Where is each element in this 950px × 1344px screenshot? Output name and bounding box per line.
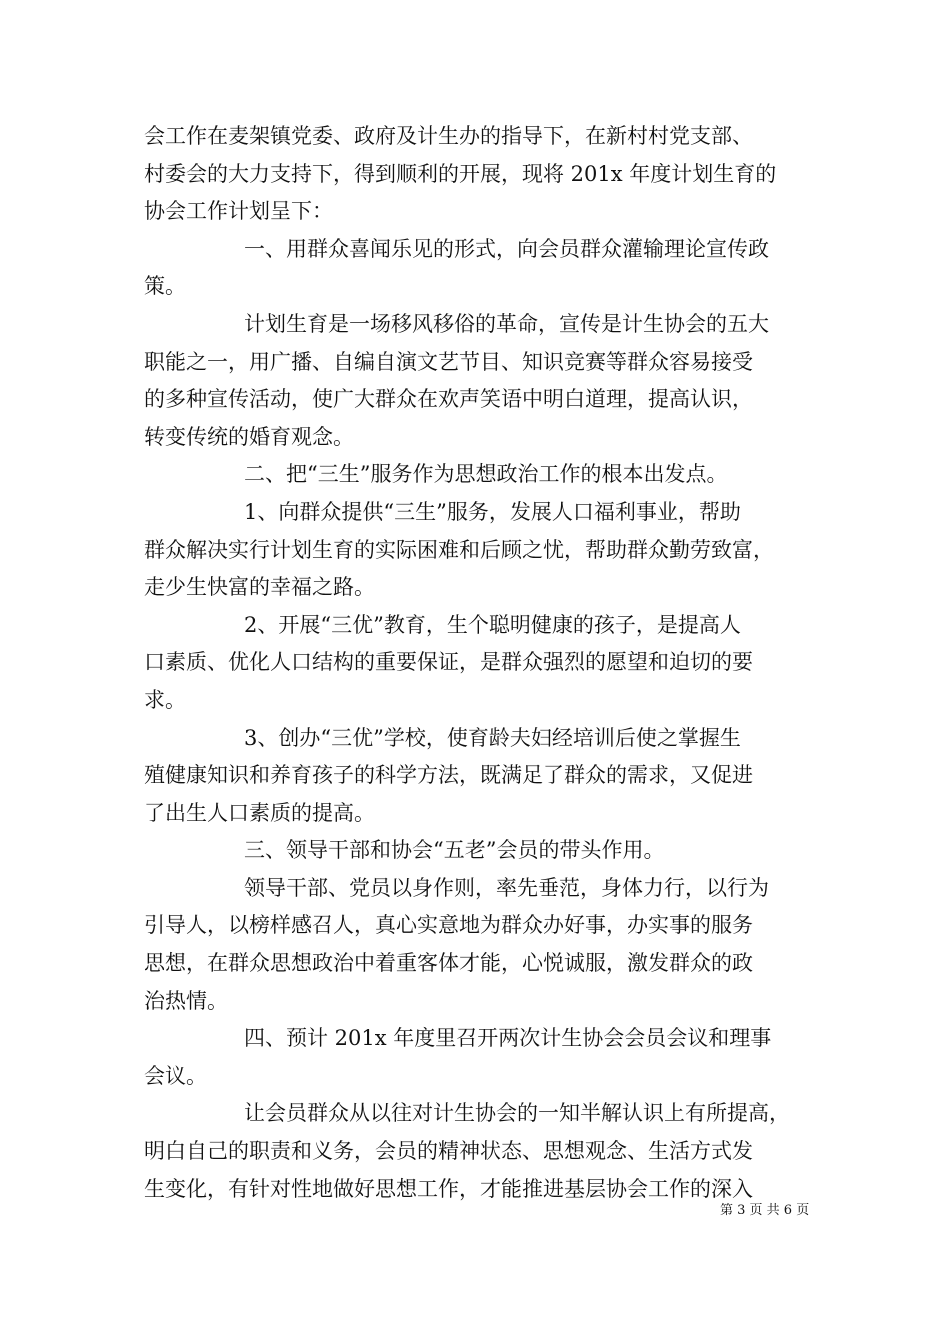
text-line: 四、预计 201x 年度里召开两次计生协会会员会议和理事 [244, 1026, 772, 1051]
text-line: 会工作在麦架镇党委、政府及计生办的指导下，在新村村党支部、 [144, 124, 753, 148]
text-line: 的多种宣传活动，使广大群众在欢声笑语中明白道理，提高认识， [144, 387, 753, 412]
text-line: 治热情。 [144, 988, 228, 1013]
text-line: 协会工作计划呈下： [144, 199, 333, 224]
text-line: 生变化，有针对性地做好思想工作，才能推进基层协会工作的深入 [144, 1176, 753, 1201]
text-line: 2、开展“三优”教育，生个聪明健康的孩子，是提高人 [244, 612, 741, 637]
text-line: 引导人，以榜样感召人，真心实意地为群众办好事，办实事的服务 [144, 913, 753, 938]
text-line: 领导干部、党员以身作则，率先垂范，身体力行，以行为 [244, 875, 769, 900]
text-line: 求。 [144, 687, 186, 712]
text-line: 明白自己的职责和义务，会员的精神状态、思想观念、生活方式发 [144, 1139, 753, 1164]
text-line: 职能之一，用广播、自编自演文艺节目、知识竞赛等群众容易接受 [144, 349, 753, 374]
text-line: 殖健康知识和养育孩子的科学方法，既满足了群众的需求，又促进 [144, 763, 753, 788]
text-line: 口素质、优化人口结构的重要保证，是群众强烈的愿望和迫切的要 [144, 650, 753, 675]
text-line: 会议。 [144, 1063, 207, 1088]
text-line: 思想，在群众思想政治中着重客体才能，心悦诚服，激发群众的政 [144, 951, 753, 976]
text-line: 1、向群众提供“三生”服务，发展人口福利事业，帮助 [244, 499, 741, 524]
text-line: 一、用群众喜闻乐见的形式，向会员群众灌输理论宣传政 [244, 236, 769, 261]
text-line: 村委会的大力支持下，得到顺利的开展，现将 201x 年度计划生育的 [144, 161, 777, 186]
text-line: 走少生快富的幸福之路。 [144, 575, 375, 600]
text-line: 三、领导干部和协会“五老”会员的带头作用。 [244, 838, 665, 863]
text-line: 让会员群众从以往对计生协会的一知半解认识上有所提高， [244, 1101, 790, 1126]
text-line: 群众解决实行计划生育的实际困难和后顾之忧，帮助群众勤劳致富， [144, 537, 774, 562]
document-body [144, 118, 812, 1208]
text-line: 3、创办“三优”学校，使育龄夫妇经培训后使之掌握生 [244, 725, 741, 750]
page-number: 第 3 页 共 6 页 [720, 1203, 810, 1218]
text-line: 计划生育是一场移风移俗的革命，宣传是计生协会的五大 [244, 311, 769, 336]
text-line: 了出生人口素质的提高。 [144, 800, 375, 825]
text-line: 策。 [144, 274, 186, 299]
text-line: 转变传统的婚育观念。 [144, 424, 354, 449]
text-line: 二、把“三生”服务作为思想政治工作的根本出发点。 [244, 462, 728, 487]
